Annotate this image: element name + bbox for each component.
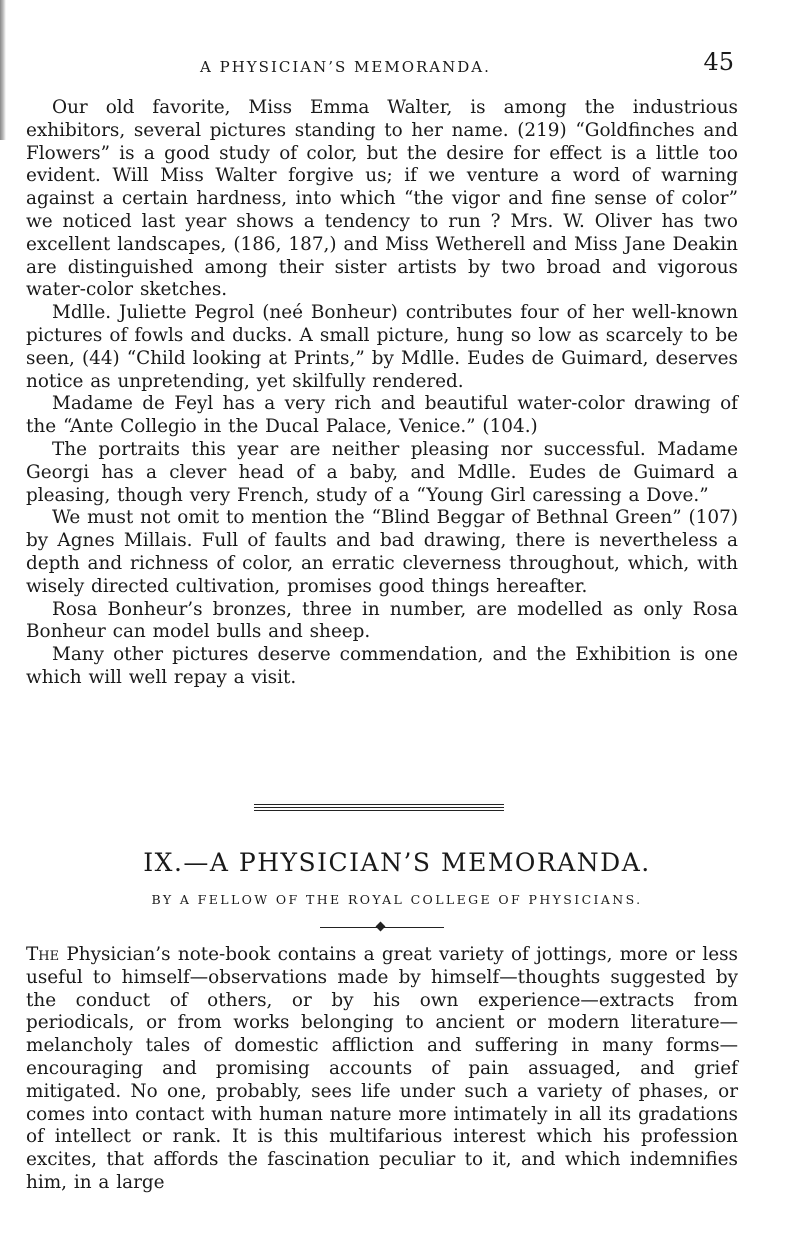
paragraph: Mdlle. Juliette Pegrol (neé Bonheur) contributes four of her well-known pictures of fowls and ducks. A small picture, hung so low as scarcely to be seen, (44) “Child looking at Prints,” by Mdlle. Eudes de Guimard, deserves notice as unpretending, yet skilfully rendered. xyxy=(26,302,738,392)
opening-paragraph xyxy=(26,944,738,1195)
running-head xyxy=(0,48,794,78)
opening-paragraph-text: Physician’s note-book contains a great variety of jottings, more or less useful to himself—observations made by himself—thoughts suggested by the conduct of others, or by his own experience—extracts from periodicals, or from works belonging to ancient or modern literature—melancholy tales of domestic affliction and suffering in many forms—encouraging and promising accounts of pain assuaged, and grief mitigated. No one, probably, sees life under such a variety of phases, or comes into contact with human nature more intimately in all its gradations of intellect or rank. It is this multifarious interest which his profession excites, that affords the fascination peculiar to it, and which indemnifies him, in a large xyxy=(26,944,738,1193)
section-divider xyxy=(254,804,504,813)
paragraph: We must not omit to mention the “Blind Beggar of Bethnal Green” (107) by Agnes Millais. Full of faults and bad drawing, there is nevertheless a depth and richness of color, an erratic cleverness throughout, which, with wisely directed cultivation, promises good things hereafter. xyxy=(26,507,738,597)
exhibition-review-section xyxy=(26,97,738,690)
paragraph: Many other pictures deserve commendation, and the Exhibition is one which will well repay a visit. xyxy=(26,644,738,688)
paragraph: Our old favorite, Miss Emma Walter, is among the industrious exhibitors, several pictures standing to her name. (219) “Goldfinches and Flowers” is a good study of color, but the desire for effect is a little too evident. Will Miss Walter forgive us; if we venture a word of warning against a certain hardness, into which “the vigor and fine sense of color” we noticed last year shows a tendency to run ? Mrs. W. Oliver has two excellent landscapes, (186, 187,) and Miss Wetherell and Miss Jane Deakin are distinguished among their sister artists by two broad and vigorous water-color sketches. xyxy=(26,97,738,301)
chapter-heading: IX.—A PHYSICIAN’S MEMORANDA. xyxy=(143,848,651,877)
paragraph: Rosa Bonheur’s bronzes, three in number, are modelled as only Rosa Bonheur can model bulls and sheep. xyxy=(26,598,738,643)
diamond-ornament-icon xyxy=(376,922,386,932)
paragraph: Madame de Feyl has a very rich and beautiful water-color drawing of the “Ante Collegio in the Ducal Palace, Venice.” (104.) xyxy=(26,393,738,438)
ornament-divider xyxy=(320,922,444,932)
memoranda-section xyxy=(26,944,738,1195)
page-number: 45 xyxy=(703,48,734,76)
opening-word: The xyxy=(26,944,60,965)
chapter-byline: BY A FELLOW OF THE ROYAL COLLEGE OF PHYSICIANS. xyxy=(151,892,643,907)
paragraph: The portraits this year are neither pleasing nor successful. Madame Georgi has a clever head of a baby, and Mdlle. Eudes de Guimard a pleasing, though very French, study of a “Young Girl caressing a Dove.” xyxy=(26,438,738,506)
running-head-title: A PHYSICIAN’S MEMORANDA. xyxy=(200,58,491,76)
